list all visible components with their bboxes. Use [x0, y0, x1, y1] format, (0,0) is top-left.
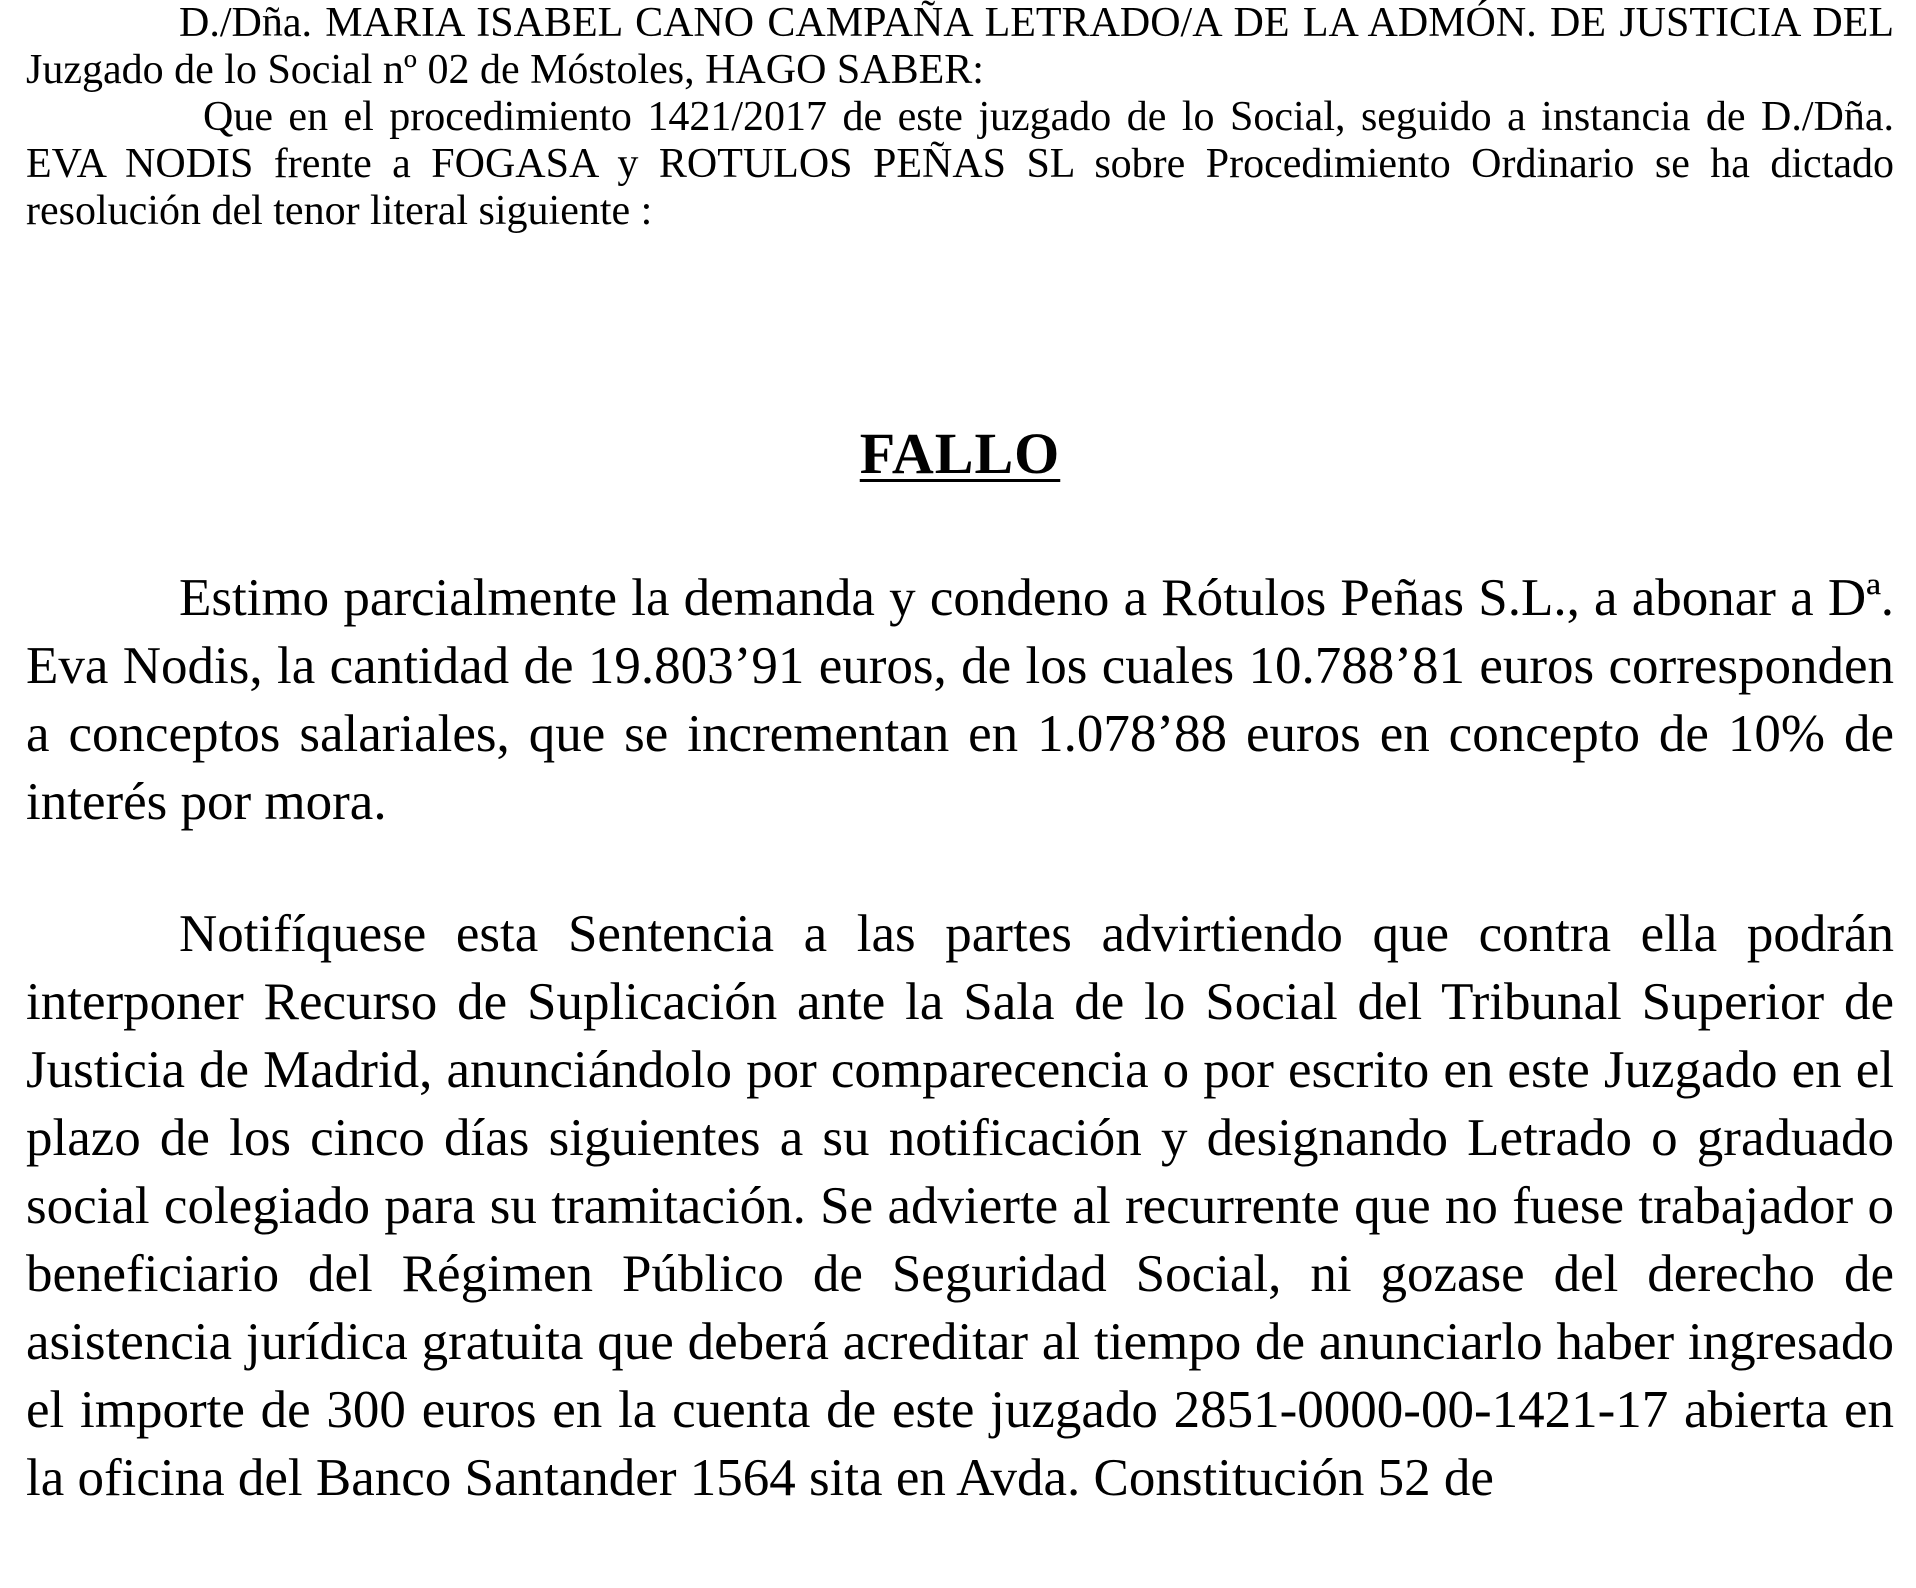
- document-page: [26, 0, 1894, 1507]
- document-header: [26, 0, 1894, 235]
- ruling-paragraph: Estimo parcialmente la demanda y condeno a Rótulos Peñas S.L., a abonar a Dª. Eva Nodis, la cantidad de 19.803’91 euros, de los cuales 10.788’81 euros corresponden a conceptos salariales, que se incrementan en 1.078’88 euros en concepto de 10% de interés por mora.: [26, 569, 1894, 831]
- header-paragraph-procedure: Que en el procedimiento 1421/2017 de este juzgado de lo Social, seguido a instancia de D./Dña. EVA NODIS frente a FOGASA y ROTULOS PEÑAS SL sobre Procedimiento Ordinario se ha dictado resolución del tenor literal siguiente :: [26, 94, 1894, 234]
- header-paragraph-clerk: D./Dña. MARIA ISABEL CANO CAMPAÑA LETRADO/A DE LA ADMÓN. DE JUSTICIA DEL Juzgado de lo Social nº 02 de Móstoles, HAGO SABER:: [26, 0, 1894, 93]
- title-container: [26, 420, 1894, 487]
- document-title: FALLO: [859, 421, 1061, 486]
- notification-paragraph: Notifíquese esta Sentencia a las partes advirtiendo que contra ella podrán interponer Recurso de Suplicación ante la Sala de lo Social del Tribunal Superior de Justicia de Madrid, anunciándolo por comparecencia o por escrito en este Juzgado en el plazo de los cinco días siguientes a su notificación y designando Letrado o graduado social colegiado para su tramitación. Se advierte al recurrente que no fuese trabajador o beneficiario del Régimen Público de Seguridad Social, ni gozase del derecho de asistencia jurídica gratuita que deberá acreditar al tiempo de anunciarlo haber ingresado el importe de 300 euros en la cuenta de este juzgado 2851-0000-00-1421-17 abierta en la oficina del Banco Santander 1564 sita en Avda. Constitución 52 de: [26, 905, 1894, 1507]
